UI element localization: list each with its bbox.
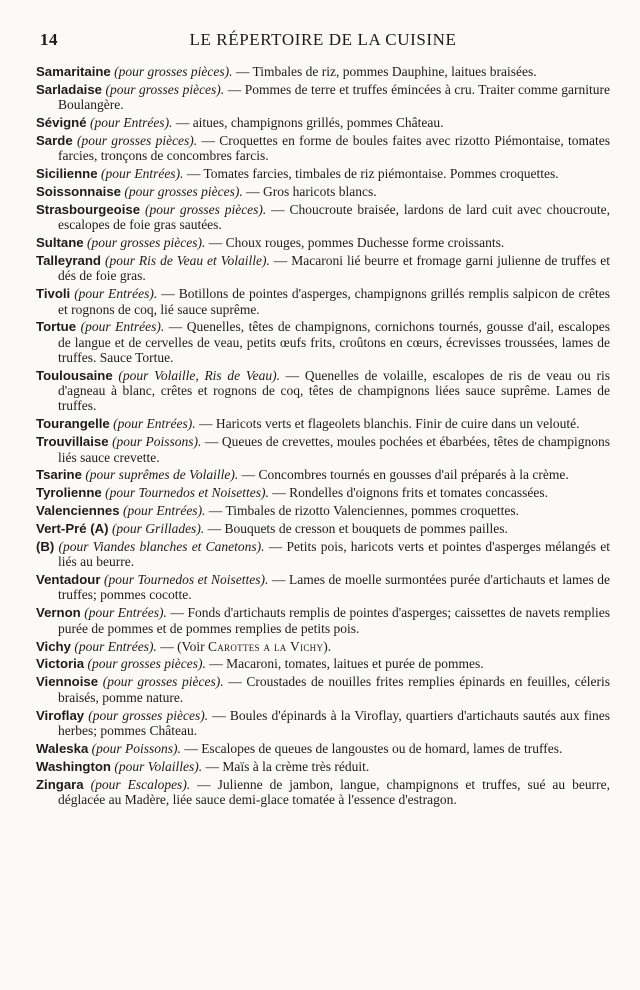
entry-description: — Tomates farcies, timbales de riz piémontaise. Pommes croquettes.: [183, 166, 559, 182]
entry-name: Sicilienne: [36, 166, 98, 182]
entry-description-end: ).: [323, 638, 332, 654]
entry-description: — Quenelles de volaille, escalopes de ris de veau ou ris d'agneau à blanc, crêtes et rognons de coq, têtes de champignons liées sauce suprême. Lames de truffes.: [58, 367, 611, 414]
entry: [36, 467, 610, 482]
entry-name: Washington: [36, 758, 111, 774]
entry: [36, 674, 610, 705]
entry: [36, 572, 610, 603]
entry-name: Tivoli: [36, 286, 71, 302]
entry: [36, 64, 610, 79]
entry: [36, 539, 610, 570]
entry-name: Sévigné: [36, 115, 87, 131]
entry-usage: (pour grosses pièces).: [87, 656, 206, 672]
entry-usage: (pour grosses pièces).: [87, 235, 206, 251]
entry-usage: (pour grosses pièces).: [144, 201, 267, 217]
entry: [36, 166, 610, 181]
entry-usage: (pour Escalopes).: [90, 776, 191, 792]
entry: [36, 202, 610, 233]
entry-usage: (pour Entrées).: [84, 605, 167, 621]
entry-usage: (pour Entrées).: [89, 115, 173, 131]
entry-description: — Concombres tournés en gousses d'ail préparés à la crème.: [238, 467, 569, 483]
entry-description: — Croustades de nouilles frites remplies épinards en feuilles, céleris braisés, pomme nature.: [58, 674, 610, 705]
entry-name: Strasbourgeoise: [36, 201, 141, 217]
entry-usage: (pour Tournedos et Noisettes).: [104, 572, 269, 588]
entry-description: — Pommes de terre et truffes émincées à cru. Traiter comme garniture Boulangère.: [58, 81, 611, 113]
entry-description: — Queues de crevettes, moules pochées et ébarbées, têtes de champignons liés sauce crevette.: [58, 434, 610, 465]
entry-description: — Macaroni lié beurre et fromage garni julienne de truffes et dés de foie gras.: [58, 253, 610, 284]
entry-usage: (pour Tournedos et Noisettes).: [105, 485, 269, 501]
entry: [36, 777, 610, 808]
entry-usage: (pour Poissons).: [112, 434, 202, 450]
entry-description: — Petits pois, haricots verts et pointes d'asperges mélangés et liés au beurre.: [58, 539, 611, 570]
entry-description: — Boules d'épinards à la Viroflay, quartiers d'artichauts sautés aux fines herbes; pommes Château.: [58, 707, 611, 738]
entry: [36, 253, 610, 284]
entry-usage: (pour grosses pièces).: [105, 81, 225, 97]
entry-name: Soissonnaise: [36, 184, 122, 200]
entry: [36, 656, 610, 671]
entry-usage: (pour Viandes blanches et Canetons).: [58, 539, 265, 554]
page-header: [36, 30, 610, 54]
entry-usage: (pour Entrées).: [113, 416, 196, 432]
entry-name: Samaritaine: [36, 64, 111, 79]
entry-usage: (pour Volailles).: [114, 758, 203, 774]
entry-usage: (pour suprêmes de Volaille).: [85, 467, 239, 483]
entry-description: — Choucroute braisée, lardons de lard cuit avec choucroute, escalopes de foie gras sautées.: [58, 201, 611, 233]
entry-name: Vichy: [36, 638, 71, 654]
entry-name: Tortue: [36, 319, 77, 335]
entry-name: Sultane: [36, 235, 84, 251]
entry-list: [36, 64, 610, 807]
entry: [36, 368, 610, 414]
entry-description: — Julienne de jambon, langue, champignons et truffes, sué au beurre, déglacée au Madère, liée sauce demi-glace tomatée à l'essence d'estragon.: [58, 776, 610, 807]
entry-name: Tourangelle: [36, 416, 110, 432]
entry-usage: (pour Entrées).: [80, 319, 165, 335]
entry-description: — Rondelles d'oignons frits et tomates concassées.: [268, 485, 548, 501]
entry-description: — (Voir: [156, 638, 208, 654]
entry: [36, 115, 610, 130]
entry-usage: (pour Grillades).: [111, 521, 205, 537]
entry-name: Valenciennes: [36, 503, 120, 519]
entry: [36, 82, 610, 113]
entry-description: — Croquettes en forme de boules faites avec rizotto Piémontaise, tomates farcies, tronçons de concombres farcis.: [58, 132, 611, 164]
entry-usage: (pour grosses pièces).: [114, 64, 233, 79]
entry: [36, 319, 610, 365]
entry-description: — Timbales de riz, pommes Dauphine, laitues braisées.: [232, 64, 537, 79]
entry-description: — Botillons de pointes d'asperges, champignons grillés remplis salpicon de crêtes et rognons de coq, lié sauce suprême.: [58, 286, 611, 317]
page-number: 14: [40, 30, 58, 49]
entry: [36, 521, 610, 536]
entry-name: Zingara: [36, 776, 84, 792]
entry: [36, 741, 610, 756]
entry-usage: (pour Entrées).: [100, 166, 184, 182]
entry: [36, 639, 610, 654]
entry-name: Tsarine: [36, 467, 82, 483]
entry-name: Trouvillaise: [36, 434, 109, 450]
entry: [36, 133, 610, 164]
entry-name: Waleska: [36, 740, 89, 756]
entry-usage: (pour Entrées).: [74, 286, 158, 302]
entry-usage: (pour grosses pièces).: [76, 132, 198, 148]
entry-usage: (pour Volaille, Ris de Veau).: [118, 367, 280, 383]
entry-description: — aitues, champignons grillés, pommes Château.: [172, 115, 444, 131]
entry-name: Sarde: [36, 132, 73, 148]
entry-name: Toulousaine: [36, 367, 113, 383]
entry-usage: (pour Entrées).: [74, 638, 157, 654]
entry: [36, 708, 610, 739]
entry-name: Sarladaise: [36, 81, 102, 97]
entry-description: — Choux rouges, pommes Duchesse forme croissants.: [205, 235, 505, 251]
entry-description: — Timbales de rizotto Valenciennes, pommes croquettes.: [205, 503, 520, 519]
entry: [36, 759, 610, 774]
entry: [36, 184, 610, 199]
entry: [36, 503, 610, 518]
entry: [36, 416, 610, 431]
entry-usage: (pour Entrées).: [122, 503, 206, 519]
entry-description: — Gros haricots blancs.: [242, 184, 377, 200]
entry-description: — Maïs à la crème très réduit.: [202, 758, 370, 774]
entry: [36, 286, 610, 317]
entry-name: Ventadour: [36, 572, 101, 588]
entry-description: — Bouquets de cresson et bouquets de pommes pailles.: [204, 521, 508, 537]
entry-description: — Haricots verts et flageolets blanchis. Finir de cuire dans un velouté.: [195, 416, 580, 432]
entry-name: (B): [36, 539, 55, 554]
entry-name: Vert-Pré (A): [36, 521, 109, 537]
entry-description: — Escalopes de queues de langoustes ou de homard, lames de truffes.: [180, 740, 563, 756]
entry-name: Tyrolienne: [36, 485, 102, 501]
entry-usage: (pour grosses pièces).: [102, 674, 224, 690]
entry-description: — Lames de moelle surmontées purée d'artichauts et lames de truffes; pommes cocotte.: [58, 572, 610, 603]
entry-name: Vernon: [36, 605, 81, 621]
entry-usage: (pour Ris de Veau et Volaille).: [104, 253, 270, 269]
running-title: LE RÉPERTOIRE DE LA CUISINE: [189, 30, 457, 49]
entry-name: Talleyrand: [36, 253, 101, 269]
entry: [36, 235, 610, 250]
entry-name: Viroflay: [36, 707, 85, 723]
entry: [36, 434, 610, 465]
entry-description: — Fonds d'artichauts remplis de pointes d'asperges; caissettes de navets remplies purée de pommes et de pommes remplies de petits pois.: [58, 605, 610, 636]
entry: [36, 485, 610, 500]
entry-usage: (pour grosses pièces).: [88, 707, 209, 723]
entry-name: Victoria: [36, 656, 85, 672]
entry-description: — Macaroni, tomates, laitues et purée de pommes.: [205, 656, 484, 672]
entry-name: Viennoise: [36, 674, 99, 690]
entry-description: — Quenelles, têtes de champignons, cornichons tournés, gousse d'ail, escalopes de langue et de cervelles de veau, petits œufs frits, croûtons en cœurs, écrevisses troussées, lames de truffes. Sauce Tortue.: [58, 319, 611, 365]
entry-usage: (pour Poissons).: [91, 740, 181, 756]
cross-reference: Carottes a la Vichy: [207, 638, 324, 654]
entry-usage: (pour grosses pièces).: [124, 184, 243, 200]
entry: [36, 605, 610, 636]
